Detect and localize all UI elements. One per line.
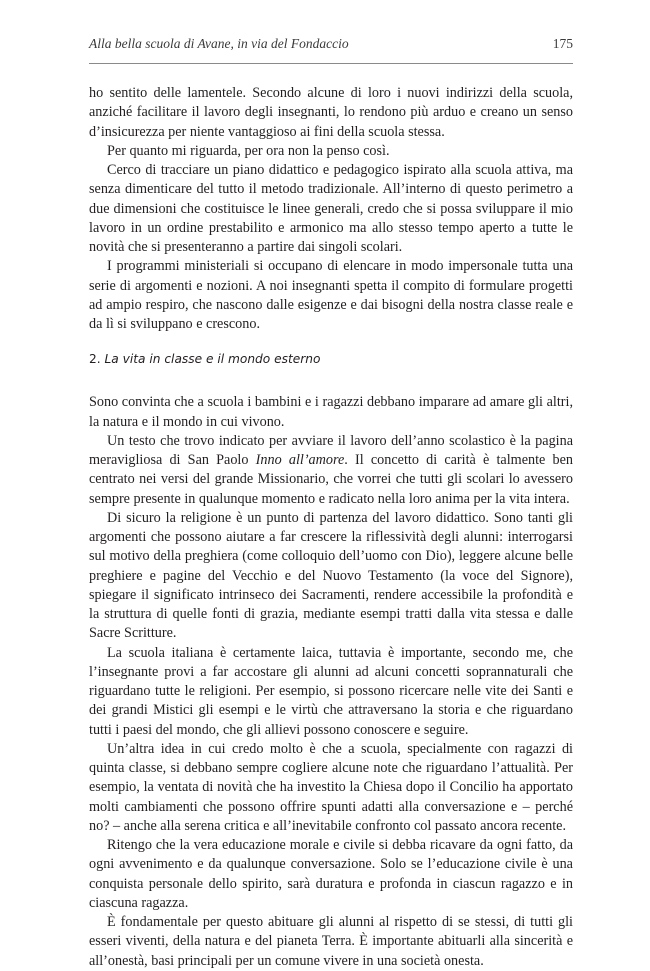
paragraph xyxy=(89,432,573,509)
paragraph: Di sicuro la religione è un punto di partenza del lavoro didattico. Sono tanti gli argomenti che possono aiutare a far crescere la riflessività degli alunni: interrogarsi sul motivo della preghiera (come colloquio dell’uomo con Dio), leggere alcune belle preghiere e pagine del Vecchio e del Nuovo Testamento (la voce del Signore), spiegare il significato intrinseco dei Sacramenti, rendere accessibile la profondità e la struttura di quelle fonti di grazia, mediante esempi tratti dalla vita stessa e dalle Sacre Scritture. xyxy=(89,509,573,642)
section-title: La vita in classe e il mondo esterno xyxy=(104,352,321,367)
paragraph: Un’altra idea in cui credo molto è che a scuola, specialmente con ragazzi di quinta classe, si debbano sempre cogliere alcune note che riguardano l’attualità. Per esempio, la ventata di novità che ha investito la Chiesa dopo il Concilio ha apportato molti cambiamenti che possono offrire spunti adatti alla conversazione e – perché no? – anche alla serena critica e all’inevitabile confronto col passato ancora recente. xyxy=(89,740,573,834)
paragraph: ho sentito delle lamentele. Secondo alcune di loro i nuovi indirizzi della scuola, anziché facilitare il lavoro degli insegnanti, lo rendono più arduo e creano un senso d’insicurezza per niente vantaggioso ai fini della scuola stessa. xyxy=(89,85,573,140)
work-title: Inno all’amore xyxy=(255,452,345,468)
header-rule xyxy=(89,63,573,64)
running-head xyxy=(89,36,573,56)
page-body xyxy=(89,84,573,971)
paragraph: Cerco di tracciare un piano didattico e pedagogico ispirato alla scuola attiva, ma senza dimenticare del tutto il metodo tradizionale. All’interno di questo perimetro a due dimensioni che costituisce le linee generali, credo che si possa sviluppare il mio lavoro in un ordine prestabilito e armonico ma allo stesso tempo aperto a tutte le novità che si presenteranno a partire dai singoli scolari. xyxy=(89,162,573,255)
paragraph: I programmi ministeriali si occupano di elencare in modo impersonale tutta una serie di argomenti e nozioni. A noi insegnanti spetta il compito di formulare progetti ad ampio respiro, che nascono dalle esigenze e dai bisogni della nostra classe reale e da lì si sviluppano e crescono. xyxy=(89,258,573,332)
paragraph-text: . Il concetto di carità è talmente ben centrato nei versi del grande Missionario, che vorrei che tutti gli scolari lo avessero sempre presente in qualunque momento e radicato nella loro anima per la vita intera. xyxy=(89,452,573,507)
paragraph: Sono convinta che a scuola i bambini e i ragazzi debbano imparare ad amare gli altri, la natura e il mondo in cui vivono. xyxy=(89,394,573,430)
paragraph: La scuola italiana è certamente laica, tuttavia è importante, secondo me, che l’insegnante provi a far accostare gli alunni ad alcuni concetti soprannaturali che riguardano tutte le religioni. Per esempio, si possono ricercare nelle vite dei Santi e dei grandi Mistici gli esempi e le virtù che attraversano la storia e che riguardano tutti i paesi del mondo, che gli allievi possono conoscere e seguire. xyxy=(89,644,573,738)
paragraph: Per quanto mi riguarda, per ora non la penso così. xyxy=(107,142,390,159)
section-heading xyxy=(89,350,573,369)
paragraph-text: Un testo che trovo indicato per avviare il lavoro dell’anno scolastico è la pagina meravigliosa di San Paolo xyxy=(89,432,573,468)
paragraph: Ritengo che la vera educazione morale e civile si debba ricavare da ogni fatto, da ogni avvenimento e da qualunque conversazione. Solo se l’educazione civile è una conquista personale dello spirito, sarà duratura e profonda in ciascun ragazzo e in ciascuna ragazza. xyxy=(89,837,573,911)
running-title: Alla bella scuola di Avane, in via del Fondaccio xyxy=(89,36,349,51)
section-number: 2. xyxy=(89,352,101,367)
paragraph: È fondamentale per questo abituare gli alunni al rispetto di se stessi, di tutti gli esseri viventi, della natura e del pianeta Terra. È importante abituarli alla sincerità e all’onestà, basi principali per un comune vivere in una società onesta. xyxy=(89,914,573,969)
page-number: 175 xyxy=(552,36,573,51)
